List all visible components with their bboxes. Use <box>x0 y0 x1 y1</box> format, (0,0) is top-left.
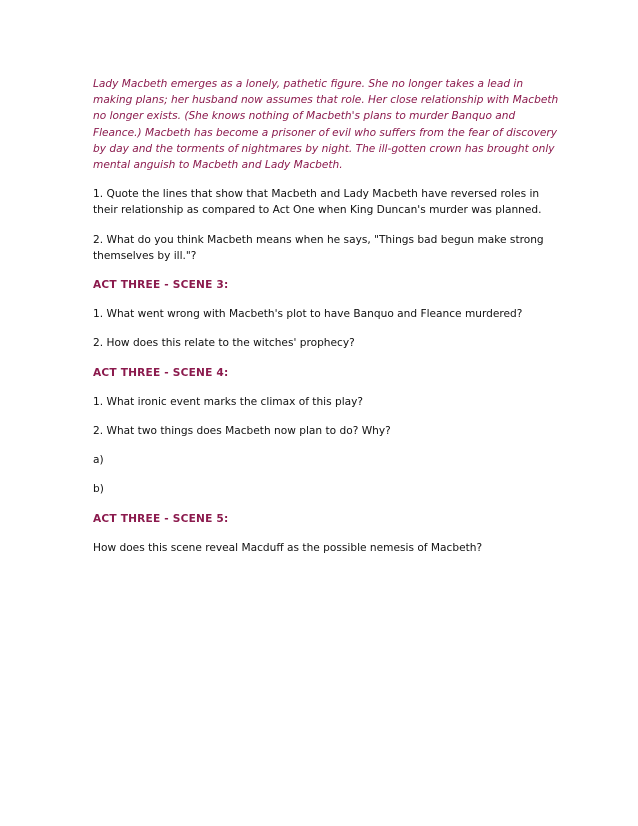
question-scene4-2: 2. What two things does Macbeth now plan to do? Why? <box>93 425 391 438</box>
question-scene4-1: 1. What ironic event marks the climax of this play? <box>93 395 364 408</box>
intro-paragraph: Lady Macbeth emerges as a lonely, pathetic figure. She no longer takes a lead in making plans; her husband now assumes that role. Her close relationship with Macbeth no longer exists. (She knows nothing of Macbeth's plans to murder Banquo and Fleance.) Macbeth has become a prisoner of evil who suffers from the fear of discovery by day and the torments of nightmares by night. The ill-gotten crown has brought only mental anguish to Macbeth and Lady Macbeth. <box>93 78 559 172</box>
answer-line-b: b) <box>93 483 104 496</box>
answer-line-a: a) <box>93 454 104 467</box>
heading-act3-scene4: ACT THREE - SCENE 4: <box>93 366 229 379</box>
question-scene3-1: 1. What went wrong with Macbeth's plot to have Banquo and Fleance murdered? <box>93 308 523 321</box>
heading-act3-scene3: ACT THREE - SCENE 3: <box>93 279 229 292</box>
document-body <box>93 76 563 569</box>
question-scene3-2: 2. How does this relate to the witches' prophecy? <box>93 337 355 350</box>
heading-act3-scene5: ACT THREE - SCENE 5: <box>93 512 229 525</box>
question-scene5-1: How does this scene reveal Macduff as the possible nemesis of Macbeth? <box>93 541 483 554</box>
question-scene2-1: 1. Quote the lines that show that Macbeth and Lady Macbeth have reversed roles in their relationship as compared to Act One when King Duncan's murder was planned. <box>93 188 542 217</box>
question-scene2-2: 2. What do you think Macbeth means when he says, "Things bad begun make strong themselves by ill."? <box>93 233 544 262</box>
